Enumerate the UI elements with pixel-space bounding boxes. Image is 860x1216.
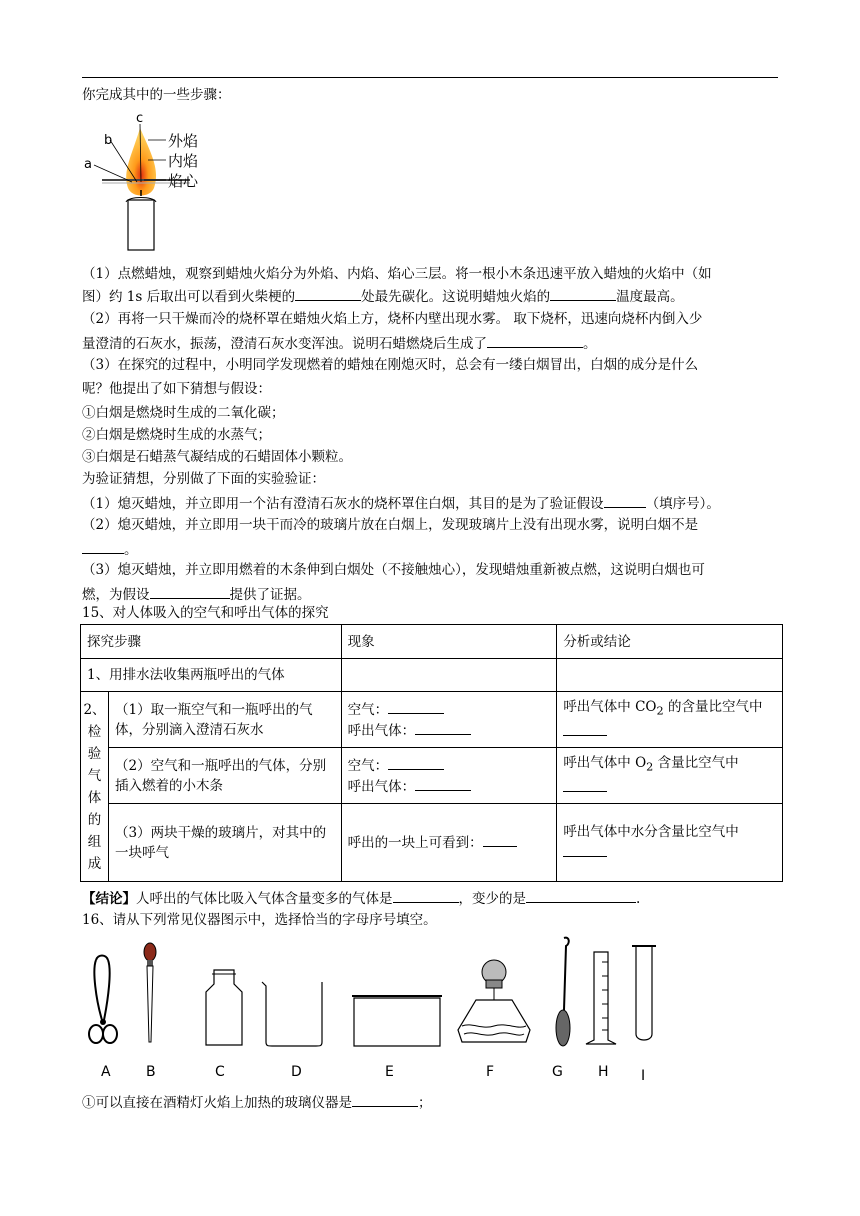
q14-p1-line1: （1）点燃蜡烛，观察到蜡烛火焰分为外焰、内焰、焰心三层。将一根小木条迅速平放入蜡烛的火焰中（如	[82, 266, 712, 282]
answer-blank[interactable]	[526, 888, 636, 903]
phenomenon-cell	[341, 804, 557, 882]
letter-A: A	[101, 1064, 111, 1080]
answer-blank[interactable]	[388, 699, 444, 714]
text: 人呼出的气体比吸入气体含量变多的气体是	[136, 891, 393, 907]
label-flame-core: 焰心	[168, 172, 199, 190]
answer-blank[interactable]	[487, 333, 583, 348]
hypothesis-2: ②白烟是燃烧时生成的水蒸气；	[82, 427, 271, 443]
vert-char: 2、	[83, 701, 106, 718]
q16-title: 16、请从下列常见仪器图示中，选择恰当的字母序号填空。	[82, 912, 437, 928]
verify-2-line2	[82, 539, 138, 559]
conclusion-cell	[557, 692, 783, 748]
text: 提供了证据。	[229, 587, 311, 603]
phenomenon-cell	[341, 748, 557, 804]
q15-conclusion	[82, 888, 640, 908]
vert-char: 的	[87, 811, 102, 828]
vert-char: 组	[87, 833, 102, 850]
hypothesis-1: ①白烟是燃烧时生成的二氧化碳；	[82, 405, 285, 421]
conclusion-cell	[557, 748, 783, 804]
answer-blank[interactable]	[415, 720, 471, 735]
answer-blank[interactable]	[483, 832, 517, 847]
text: 呼出的一块上可看到：	[347, 835, 483, 851]
label-inner-flame: 内焰	[168, 152, 199, 170]
answer-blank[interactable]	[393, 888, 459, 903]
test-tube-drawing	[632, 946, 656, 1040]
text: .	[636, 891, 641, 907]
dropper-drawing	[144, 943, 156, 1042]
bottle-drawing	[206, 970, 242, 1045]
text: 的含量比空气中	[663, 698, 763, 715]
answer-blank[interactable]	[563, 721, 607, 736]
conclusion-tag: 【结论】	[82, 891, 136, 907]
answer-blank[interactable]	[550, 286, 616, 301]
letter-H: H	[598, 1064, 609, 1080]
table-row	[81, 692, 783, 748]
step-cell: （2）空气和一瓶呼出的气体，分别插入燃着的小木条	[108, 748, 341, 804]
verify-intro: 为验证猜想，分别做了下面的实验验证：	[82, 471, 325, 487]
answer-blank[interactable]	[563, 842, 607, 857]
hypothesis-3: ③白烟是石蜡蒸气凝结成的石蜡固体小颗粒。	[82, 449, 352, 465]
text: 。	[124, 542, 138, 558]
text: 。	[583, 336, 597, 352]
letter-G: G	[552, 1064, 563, 1080]
text: 呼出气体中水分含量比空气中	[563, 824, 739, 840]
header-phenomenon: 现象	[341, 625, 557, 659]
text: 处最先碳化。这说明蜡烛火焰的	[361, 289, 551, 305]
answer-blank[interactable]	[352, 1092, 418, 1107]
text: 呼出气体中 O	[563, 754, 647, 771]
text: 呼出气体中 CO	[563, 698, 657, 715]
vert-char: 气	[87, 767, 102, 784]
text: （填序号）。	[645, 496, 720, 512]
label-c: c	[136, 111, 144, 126]
q14-p1-line2	[82, 286, 684, 306]
table-row	[81, 804, 783, 882]
graduated-cylinder-drawing	[586, 952, 616, 1044]
vert-char: 体	[87, 789, 102, 806]
conclusion-cell	[557, 804, 783, 882]
label-b: b	[104, 133, 113, 148]
text: 空气：	[347, 701, 389, 718]
verify-3-line1: （3）熄灭蜡烛，并立即用燃着的木条伸到白烟处（不接触烛心），发现蜡烛重新被点燃，这说明白烟也可	[82, 562, 705, 578]
text: 量澄清的石灰水，振荡，澄清石灰水变浑浊。说明石蜡燃烧后生成了	[82, 336, 487, 352]
answer-blank[interactable]	[415, 776, 471, 791]
answer-blank[interactable]	[563, 777, 607, 792]
header-step: 探究步骤	[81, 625, 342, 659]
table-header-row	[81, 625, 783, 659]
spoon-drawing	[556, 938, 570, 1046]
verify-1	[82, 493, 720, 513]
answer-blank[interactable]	[82, 539, 124, 554]
text: ，变少的是	[458, 891, 526, 907]
answer-blank[interactable]	[388, 755, 444, 770]
vertical-label	[81, 692, 109, 882]
text: 空气：	[347, 757, 389, 774]
letter-E: E	[385, 1064, 394, 1080]
phenomenon-cell	[341, 692, 557, 748]
answer-blank[interactable]	[150, 584, 230, 599]
text: 燃，为假设	[82, 587, 150, 603]
instruments-figure	[82, 930, 682, 1065]
subscript: 2	[646, 760, 654, 774]
text: 图）约 1s 后取出可以看到火柴梗的	[82, 289, 296, 305]
vert-char: 验	[87, 745, 102, 762]
flame-shape	[126, 128, 156, 196]
text: ①可以直接在酒精灯火焰上加热的玻璃仪器是	[82, 1095, 352, 1111]
label-outer-flame: 外焰	[168, 132, 199, 150]
subscript: 2	[656, 704, 664, 718]
letter-D: D	[291, 1064, 302, 1080]
letter-I: I	[641, 1068, 646, 1084]
verify-2-line1: （2）熄灭蜡烛，并立即用一块干而冷的玻璃片放在白烟上，发现玻璃片上没有出现水雾，说明白烟不是	[82, 517, 699, 533]
q15-title: 15、对人体吸入的空气和呼出气体的探究	[82, 605, 329, 621]
vert-char: 成	[87, 855, 102, 872]
answer-blank[interactable]	[295, 286, 361, 301]
q14-p3-line1: （3）在探究的过程中，小明同学发现燃着的蜡烛在刚熄灭时，总会有一缕白烟冒出，白烟的成分是什么	[82, 357, 699, 373]
trough-drawing	[352, 996, 442, 1046]
table-row	[81, 659, 783, 692]
vert-char: 检	[87, 723, 102, 740]
row1-conclusion	[557, 659, 783, 692]
alcohol-lamp-drawing	[458, 960, 530, 1042]
text: 含量比空气中	[653, 754, 739, 771]
row1-phenomenon	[341, 659, 557, 692]
q14-p2-line1: （2）再将一只干燥而冷的烧杯罩在蜡烛火焰上方，烧杯内壁出现水雾。 取下烧杯，迅速向烧杯内倒入少	[82, 311, 703, 327]
text: 呼出气体：	[347, 722, 416, 739]
letter-B: B	[146, 1064, 156, 1080]
answer-blank[interactable]	[604, 493, 646, 508]
q16-subquestion-1	[82, 1092, 432, 1112]
candle-flame-figure	[82, 110, 222, 255]
beaker-drawing	[262, 982, 322, 1046]
table-row	[81, 748, 783, 804]
header-rule	[82, 77, 778, 78]
step-cell: （3）两块干燥的玻璃片，对其中的一块呼气	[108, 804, 341, 882]
letter-C: C	[215, 1064, 225, 1080]
q14-p2-line2	[82, 333, 597, 353]
text: ；	[418, 1095, 432, 1111]
verify-3-line2	[82, 584, 311, 604]
crucible-tongs-drawing	[89, 956, 117, 1044]
intro-text: 你完成其中的一些步骤：	[82, 87, 231, 103]
letter-F: F	[486, 1064, 495, 1080]
text: 呼出气体：	[347, 778, 416, 795]
q14-p3-line2: 呢？他提出了如下猜想与假设：	[82, 381, 271, 397]
text: （1）熄灭蜡烛，并立即用一个沾有澄清石灰水的烧杯罩住白烟，其目的是为了验证假设	[82, 496, 604, 512]
row1-step: 1、用排水法收集两瓶呼出的气体	[81, 659, 342, 692]
text: 温度最高。	[616, 289, 684, 305]
step-cell: （1）取一瓶空气和一瓶呼出的气体，分别滴入澄清石灰水	[108, 692, 341, 748]
experiment-table	[80, 624, 783, 882]
header-conclusion: 分析或结论	[557, 625, 783, 659]
label-a: a	[84, 157, 92, 172]
